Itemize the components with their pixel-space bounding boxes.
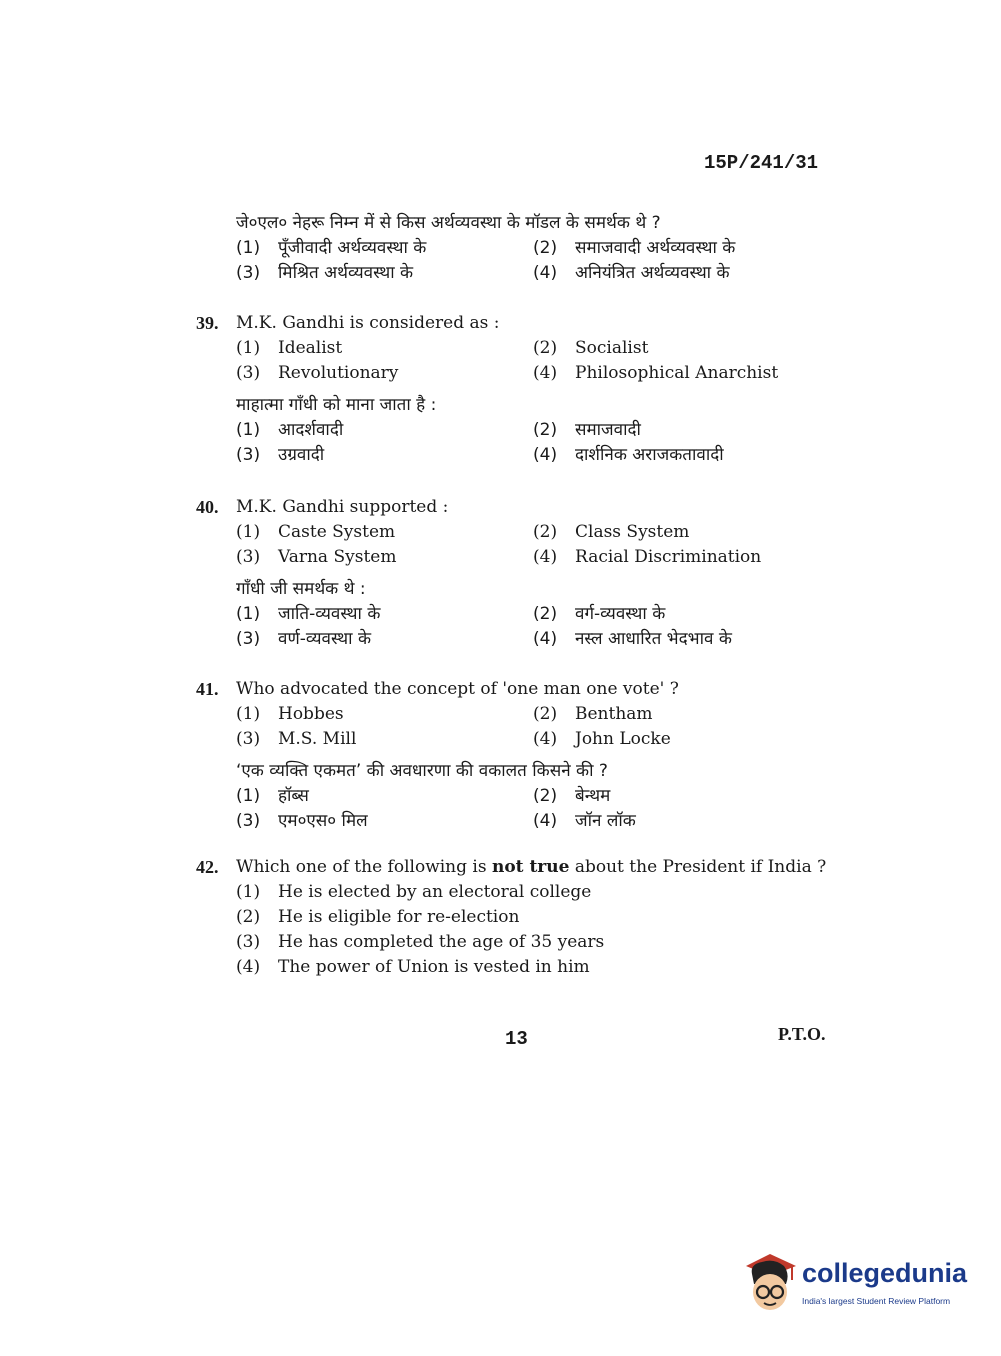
question-number: 41.: [196, 679, 219, 699]
option-4-hindi: (4) दार्शनिक अराजकतावादी: [533, 445, 724, 465]
question-39: [196, 310, 836, 468]
page-number: 13: [505, 1028, 528, 1050]
pto-label: P.T.O.: [778, 1024, 826, 1044]
option-1: (1) Idealist: [236, 338, 343, 358]
option-2-hindi: (2) बेन्थम: [533, 786, 611, 806]
question-41: [196, 676, 836, 834]
option-2: (2) Bentham: [533, 704, 653, 724]
question-42: [196, 854, 836, 980]
option-3: (3) Varna System: [236, 547, 397, 567]
option-2: (2) Class System: [533, 522, 690, 542]
option-2: (2) समाजवादी अर्थव्यवस्था के: [533, 238, 736, 258]
question-40: [196, 494, 836, 652]
option-4-hindi: (4) जॉन लॉक: [533, 811, 636, 831]
option-1-hindi: (1) हॉब्स: [236, 786, 309, 806]
question-38-hindi: [196, 210, 836, 286]
paper-code: 15P/241/31: [704, 152, 819, 174]
option-1: (1) Caste System: [236, 522, 396, 542]
question-text: Which one of the following is not true about the President if India ?: [236, 857, 827, 877]
question-text-hindi: गाँधी जी समर्थक थे :: [236, 579, 366, 599]
option-4: (4) The power of Union is vested in him: [236, 957, 590, 977]
option-1: (1) He is elected by an electoral college: [236, 882, 592, 902]
option-3: (3) M.S. Mill: [236, 729, 357, 749]
question-number: 42.: [196, 857, 219, 877]
collegedunia-logo: [740, 1250, 970, 1320]
question-text: M.K. Gandhi supported :: [236, 497, 449, 517]
student-mascot-icon: [740, 1250, 800, 1314]
question-text: M.K. Gandhi is considered as :: [236, 313, 500, 333]
option-1: (1) Hobbes: [236, 704, 344, 724]
logo-tagline: India's largest Student Review Platform: [802, 1296, 951, 1306]
option-2: (2) He is eligible for re-election: [236, 907, 520, 927]
question-text-hindi: ‘एक व्यक्ति एकमत’ की अवधारणा की वकालत किसने की ?: [236, 761, 608, 781]
option-4-hindi: (4) नस्ल आधारित भेदभाव के: [533, 629, 732, 649]
option-1: (1) पूँजीवादी अर्थव्यवस्था के: [236, 238, 427, 258]
question-text: Who advocated the concept of 'one man one vote' ?: [236, 679, 679, 699]
option-3-hindi: (3) उग्रवादी: [236, 445, 325, 465]
question-text-hindi: माहात्मा गाँधी को माना जाता है :: [236, 395, 437, 415]
option-3: (3) He has completed the age of 35 years: [236, 932, 605, 952]
option-4: (4) अनियंत्रित अर्थव्यवस्था के: [533, 263, 730, 283]
option-4: (4) John Locke: [533, 729, 671, 749]
logo-wordmark: collegedunia: [802, 1258, 968, 1288]
option-4: (4) Philosophical Anarchist: [533, 363, 779, 383]
option-3-hindi: (3) एम०एस० मिल: [236, 811, 368, 831]
option-1-hindi: (1) जाति-व्यवस्था के: [236, 604, 381, 624]
option-3: (3) मिश्रित अर्थव्यवस्था के: [236, 263, 414, 283]
option-2-hindi: (2) वर्ग-व्यवस्था के: [533, 604, 666, 624]
question-number: 40.: [196, 497, 219, 517]
question-text: जे०एल० नेहरू निम्न में से किस अर्थव्यवस्था के मॉडल के समर्थक थे ?: [236, 213, 661, 233]
question-number: 39.: [196, 313, 219, 333]
option-4: (4) Racial Discrimination: [533, 547, 762, 567]
option-1-hindi: (1) आदर्शवादी: [236, 420, 344, 440]
option-3: (3) Revolutionary: [236, 363, 399, 383]
option-2: (2) Socialist: [533, 338, 649, 358]
emphasis-not-true: not true: [491, 857, 570, 877]
option-3-hindi: (3) वर्ण-व्यवस्था के: [236, 629, 372, 649]
option-2-hindi: (2) समाजवादी: [533, 420, 641, 440]
